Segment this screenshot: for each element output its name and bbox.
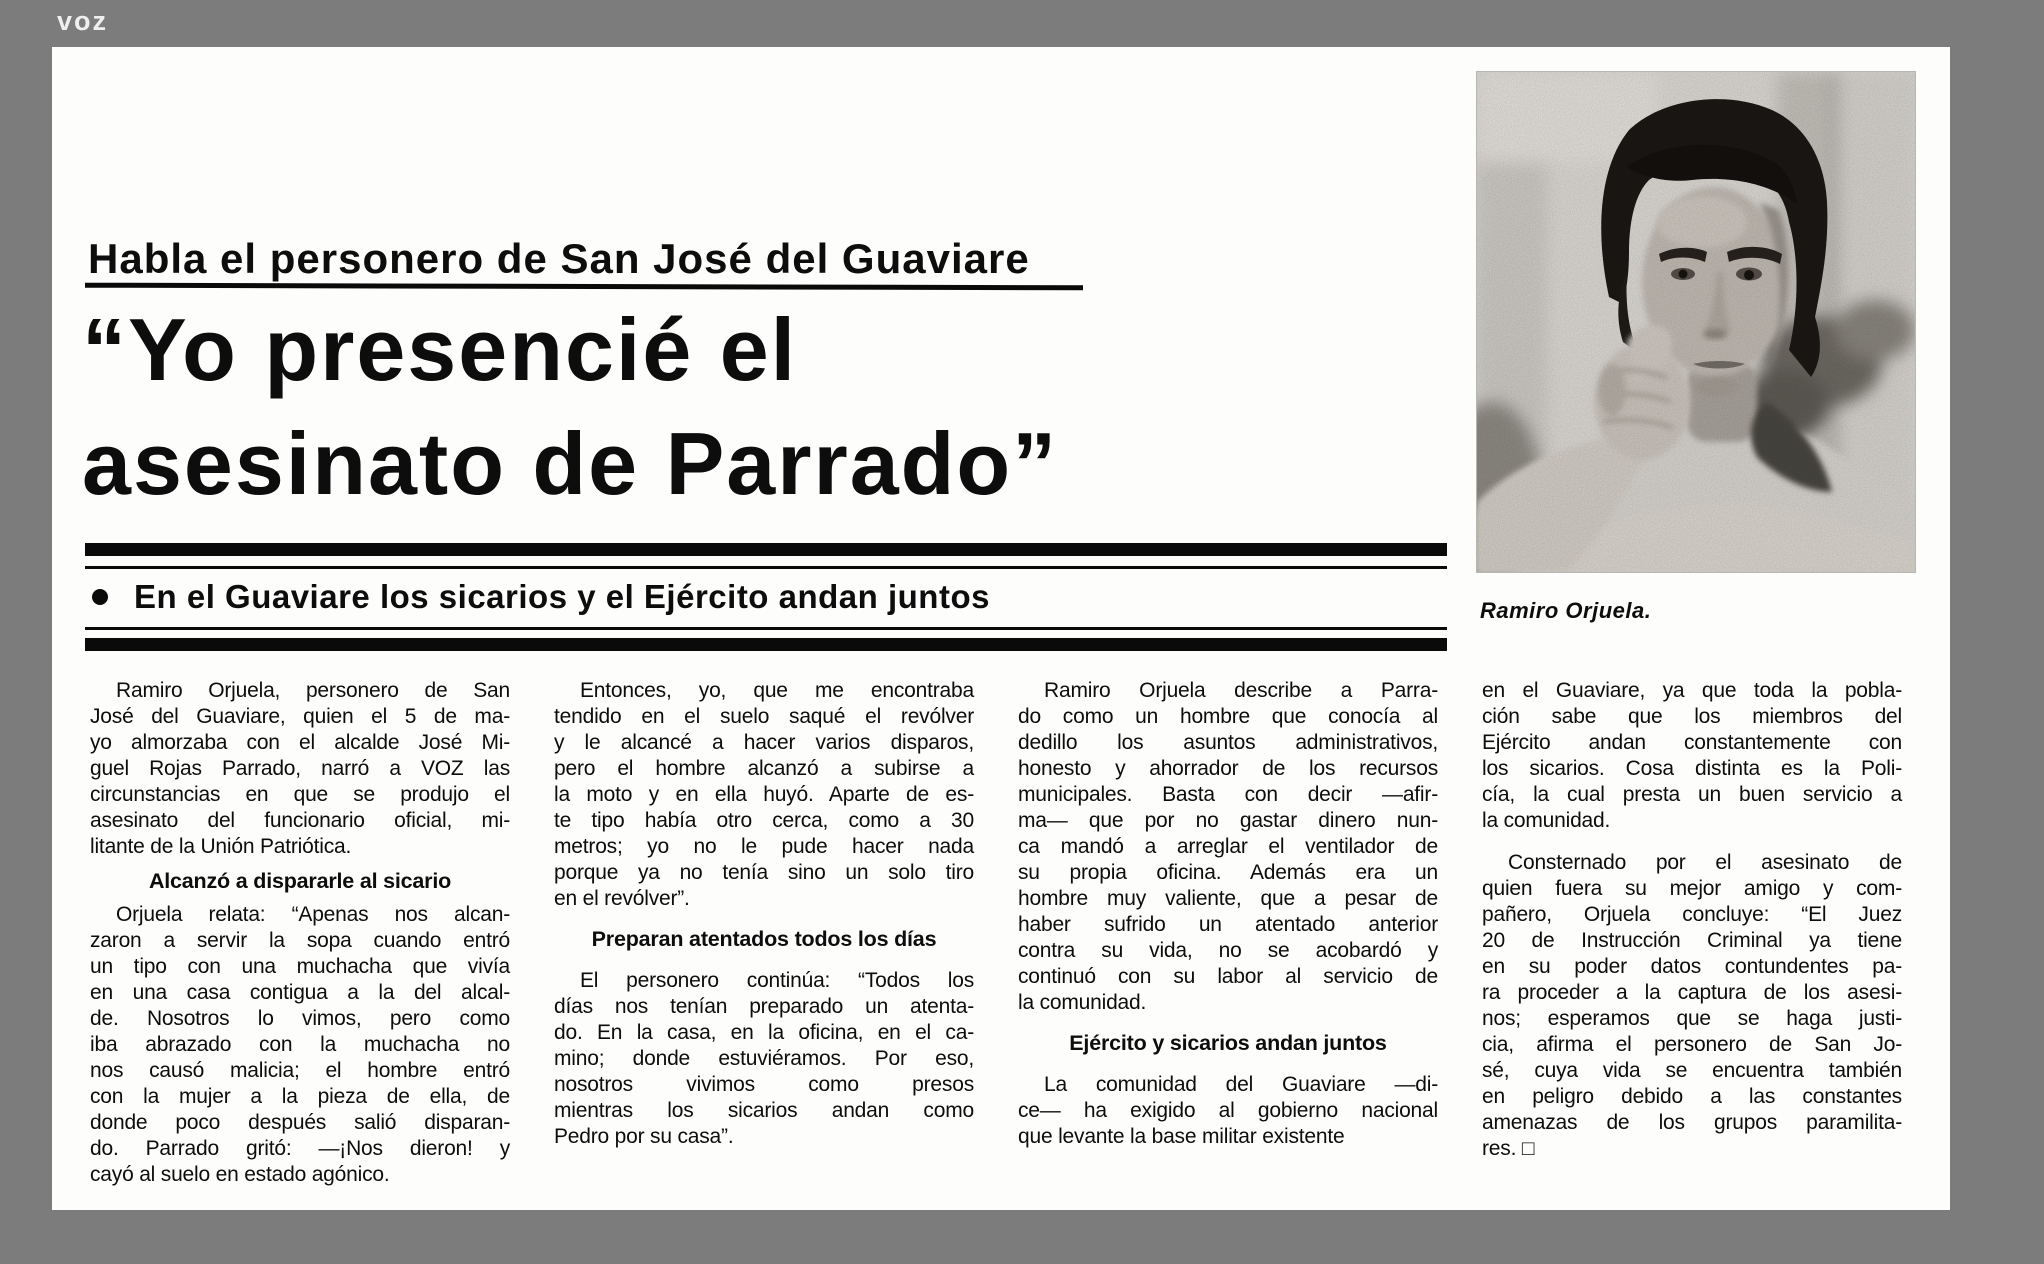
- body-line: do. En la casa, en la oficina, en el ca-: [554, 1021, 974, 1044]
- body-line: Pedro por su casa”.: [554, 1125, 734, 1148]
- body-line: la comunidad.: [1018, 991, 1147, 1014]
- body-line: cía, la cual presta un buen servicio a: [1482, 783, 1902, 806]
- kicker-underline: [85, 283, 1083, 291]
- kicker: Habla el personero de San José del Guaviare: [88, 235, 1030, 282]
- headline: [82, 293, 1058, 521]
- headline-line-2: asesinato de Parrado”: [82, 414, 1059, 513]
- headline-line-1: “Yo presencié el: [82, 300, 798, 399]
- body-line: con la mujer a la pieza de ella, de: [90, 1085, 510, 1108]
- body-line: 20 de Instrucción Criminal ya tiene: [1482, 929, 1902, 952]
- body-line: nos; esperamos que se haga justi-: [1482, 1007, 1902, 1030]
- body-line: ción sabe que los miembros del: [1482, 705, 1902, 728]
- rule-thick-bottom: [85, 638, 1447, 651]
- body-line: su propia oficina. Además era un: [1018, 861, 1438, 884]
- body-paragraph: [1018, 678, 1438, 1016]
- body-line: pañero, Orjuela concluye: “El Juez: [1482, 903, 1902, 926]
- body-line: los sicarios. Cosa distinta es la Poli-: [1482, 757, 1902, 780]
- body-line: que levante la base militar existente: [1018, 1125, 1345, 1148]
- body-line: sé, cuya vida se encuentra también: [1482, 1059, 1902, 1082]
- bullet-icon: [92, 589, 108, 605]
- body-line: iba abrazado con la muchacha no: [90, 1033, 510, 1056]
- body-line: en el revólver”.: [554, 887, 690, 910]
- body-paragraph: [1482, 850, 1902, 1162]
- body-line: metros; yo no le pude hacer nada: [554, 835, 974, 858]
- photo-caption: Ramiro Orjuela.: [1480, 598, 1652, 623]
- body-line: Ramiro Orjuela describe a Parra-: [1044, 679, 1438, 702]
- body-line: te tipo había otro cerca, como a 30: [554, 809, 974, 832]
- body-line: quien fuera su mejor amigo y com-: [1482, 877, 1902, 900]
- rule-thin-bottom: [85, 627, 1447, 630]
- column-subhead: Ejército y sicarios andan juntos: [1069, 1031, 1387, 1055]
- subhead-text: En el Guaviare los sicarios y el Ejército andan juntos: [134, 578, 990, 615]
- body-line: Ejército andan constantemente con: [1482, 731, 1902, 754]
- body-line: días nos tenían preparado un atenta-: [554, 995, 974, 1018]
- body-line: pero el hombre alcanzó a subirse a: [554, 757, 974, 780]
- body-line: Consternado por el asesinato de: [1508, 851, 1902, 874]
- body-line: contra su vida, no se acobardó y: [1018, 939, 1438, 962]
- body-line: la moto y en ella huyó. Aparte de es-: [554, 783, 974, 806]
- body-line: municipales. Basta con decir —afir-: [1018, 783, 1438, 806]
- body-line: donde poco después salió disparan-: [90, 1111, 510, 1134]
- body-line: cayó al suelo en estado agónico.: [90, 1163, 390, 1186]
- body-paragraph: [90, 902, 510, 1188]
- column-subhead: Preparan atentados todos los días: [591, 927, 937, 951]
- body-paragraph: [1482, 678, 1902, 834]
- body-line: circunstancias en que se produjo el: [90, 783, 510, 806]
- body-line: un tipo con una muchacha que vivía: [90, 955, 510, 978]
- clipped-next-story-fragment: [90, 1194, 510, 1204]
- subhead: [92, 578, 1442, 616]
- body-line: José del Guaviare, quien el 5 de ma-: [90, 705, 510, 728]
- body-line: dedillo los asuntos administrativos,: [1018, 731, 1438, 754]
- body-line: mientras los sicarios andan como: [554, 1099, 974, 1122]
- column-subhead: Alcanzó a dispararle al sicario: [148, 869, 452, 893]
- body-paragraph: [554, 968, 974, 1150]
- body-line: do como un hombre que conocía al: [1018, 705, 1438, 728]
- body-line: Ramiro Orjuela, personero de San: [116, 679, 510, 702]
- body-line: haber sufrido un atentado anterior: [1018, 913, 1438, 936]
- body-line: zaron a servir la sopa cuando entró: [90, 929, 510, 952]
- man-portrait-illustration: [1477, 72, 1915, 572]
- body-line: asesinato del funcionario oficial, mi-: [90, 809, 510, 832]
- text-column-2: [554, 678, 974, 1210]
- body-line: nos causó malicia; el hombre entró: [90, 1059, 510, 1082]
- body-line: ce— ha exigido al gobierno nacional: [1018, 1099, 1438, 1122]
- body-line: tendido en el suelo saqué el revólver: [554, 705, 974, 728]
- body-line: ma— que por no gastar dinero nun-: [1018, 809, 1438, 832]
- body-line: y le alcancé a hacer varios disparos,: [554, 731, 974, 754]
- body-line: la comunidad.: [1482, 809, 1611, 832]
- body-line: guel Rojas Parrado, narró a VOZ las: [90, 757, 510, 780]
- body-line: en peligro debido a las constantes: [1482, 1085, 1902, 1108]
- rule-thin-top: [85, 566, 1447, 569]
- body-line: Entonces, yo, que me encontraba: [580, 679, 974, 702]
- body-line: ra proceder a la captura de los asesi-: [1482, 981, 1902, 1004]
- body-line: hombre muy valiente, que a pesar de: [1018, 887, 1438, 910]
- body-line: en el Guaviare, ya que toda la pobla-: [1482, 679, 1902, 702]
- body-line: ca mandó a arreglar el ventilador de: [1018, 835, 1438, 858]
- body-line: El personero continúa: “Todos los: [580, 969, 974, 992]
- portrait-photo: [1477, 72, 1915, 572]
- body-paragraph: [1018, 1072, 1438, 1150]
- body-line: porque ya no tenía sino un solo tiro: [554, 861, 974, 884]
- rule-thick-top: [85, 543, 1447, 556]
- body-paragraph: [90, 678, 510, 860]
- body-line: nosotros vivimos como presos: [554, 1073, 974, 1096]
- text-column-3: [1018, 678, 1438, 1210]
- article-columns: [90, 678, 1902, 1210]
- body-line: amenazas de los grupos paramilita-: [1482, 1111, 1902, 1134]
- body-line: honesto y ahorrador de los recursos: [1018, 757, 1438, 780]
- body-line: litante de la Unión Patriótica.: [90, 835, 352, 858]
- body-line: en una casa contigua a la del alcal-: [90, 981, 510, 1004]
- body-line: en su poder datos contundentes pa-: [1482, 955, 1902, 978]
- body-line: yo almorzaba con el alcalde José Mi-: [90, 731, 510, 754]
- body-line: continuó con su labor al servicio de: [1018, 965, 1438, 988]
- body-line: cia, afirma el personero de San Jo-: [1482, 1033, 1902, 1056]
- body-line: La comunidad del Guaviare —di-: [1044, 1073, 1438, 1096]
- body-paragraph: [554, 678, 974, 912]
- newspaper-page: [52, 47, 1950, 1210]
- body-line: de. Nosotros lo vimos, pero como: [90, 1007, 510, 1030]
- text-column-4: [1482, 678, 1902, 1210]
- body-line: do. Parrado gritó: —¡Nos dieron! y: [90, 1137, 510, 1160]
- masthead-label: voz: [57, 6, 109, 36]
- body-line: Orjuela relata: “Apenas nos alcan-: [116, 903, 510, 926]
- body-line: mino; donde estuviéramos. Por eso,: [554, 1047, 974, 1070]
- body-line: res. □: [1482, 1137, 1535, 1160]
- text-column-1: [90, 678, 510, 1210]
